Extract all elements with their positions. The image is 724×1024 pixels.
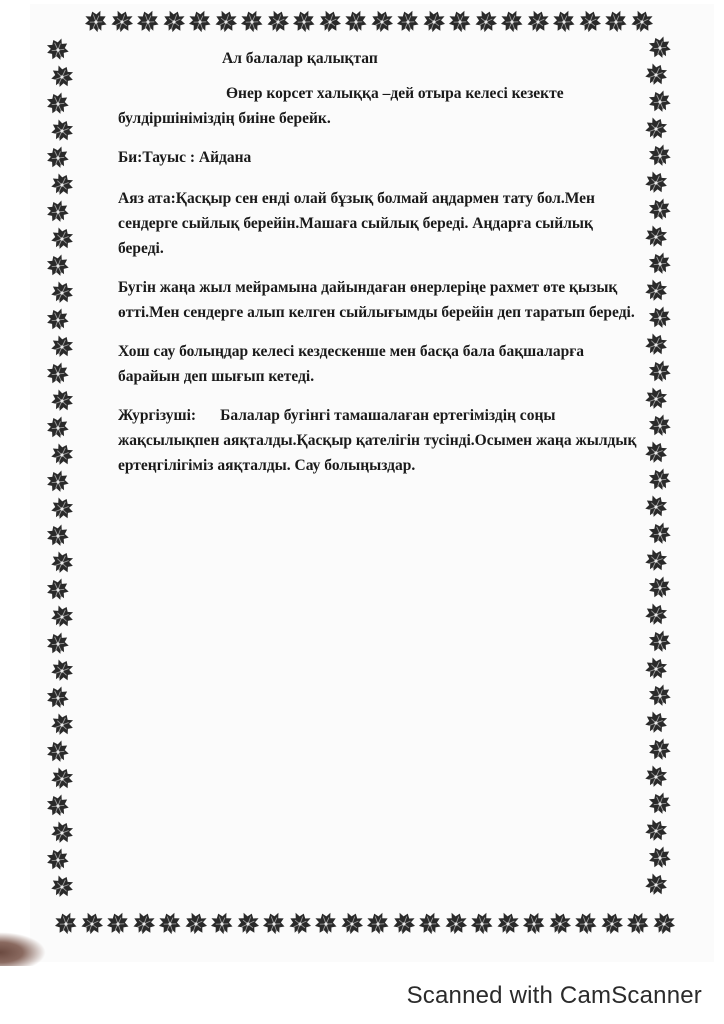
holly-leaf-icon — [286, 910, 314, 937]
holly-leaf-icon — [576, 8, 604, 35]
holly-leaf-icon — [82, 8, 110, 35]
camscanner-watermark: Scanned with CamScanner — [406, 982, 702, 1009]
holly-leaf-icon — [642, 60, 671, 88]
holly-leaf-icon — [104, 910, 132, 937]
holly-leaf-icon — [48, 170, 77, 198]
holly-leaf-icon — [416, 910, 444, 937]
holly-leaf-icon — [420, 8, 448, 35]
holly-leaf-icon — [642, 654, 671, 682]
narrator-text: Балалар бугінгі тамашалаған ертегіміздің соңы жақсылықпен аяқталды.Қасқыр қателігін тусінді.Осымен жаңа жылдық ертеңгілігіміз аяқталды. Сау болыңыздар. — [118, 407, 637, 474]
holly-leaf-icon — [468, 910, 496, 937]
holly-leaf-icon — [342, 8, 370, 35]
holly-leaf-icon — [316, 8, 344, 35]
narrator-paragraph — [118, 403, 638, 478]
holly-leaf-icon — [130, 910, 158, 937]
holly-leaf-icon — [108, 8, 136, 35]
holly-leaf-icon — [520, 910, 548, 937]
holly-leaf-icon — [48, 332, 77, 360]
holly-leaf-icon — [156, 910, 184, 937]
holly-leaf-icon — [642, 222, 671, 250]
paragraph: Хош сау болыңдар келесі кездескенше мен басқа бала бақшаларға барайын деп шығып кетеді. — [118, 343, 584, 385]
holly-leaf-icon — [48, 224, 77, 252]
holly-leaf-icon — [43, 791, 72, 819]
holly-leaf-icon — [645, 681, 674, 709]
holly-leaf-icon — [645, 141, 674, 169]
holly-leaf-icon — [78, 910, 106, 937]
holly-leaf-icon — [43, 629, 72, 657]
holly-leaf-icon — [550, 8, 578, 35]
holly-leaf-icon — [645, 735, 674, 763]
holly-leaf-icon — [642, 114, 671, 142]
holly-leaf-icon — [312, 910, 340, 937]
holly-leaf-icon — [642, 438, 671, 466]
holly-leaf-icon — [645, 843, 674, 871]
holly-leaf-icon — [43, 467, 72, 495]
narrator-speaker: Жургізуші: — [118, 407, 197, 424]
holly-leaf-icon — [472, 8, 500, 35]
holly-leaf-icon — [645, 411, 674, 439]
holly-leaf-icon — [238, 8, 266, 35]
holly-leaf-icon — [598, 910, 626, 937]
holly-leaf-icon — [186, 8, 214, 35]
holly-leaf-icon — [642, 168, 671, 196]
holly-leaf-icon — [642, 384, 671, 412]
holly-leaf-icon — [642, 816, 671, 844]
holly-leaf-icon — [234, 910, 262, 937]
holly-leaf-icon — [364, 910, 392, 937]
holly-leaf-icon — [43, 737, 72, 765]
paragraph: Би:Тауыс : Айдана — [118, 149, 252, 166]
holly-leaf-icon — [48, 602, 77, 630]
holly-leaf-icon — [642, 276, 671, 304]
holly-leaf-icon — [645, 357, 674, 385]
holly-leaf-icon — [572, 910, 600, 937]
holly-leaf-icon — [43, 413, 72, 441]
holly-leaf-icon — [546, 910, 574, 937]
holly-leaf-icon — [182, 910, 210, 937]
holly-leaf-icon — [48, 494, 77, 522]
holly-leaf-icon — [48, 548, 77, 576]
holly-leaf-icon — [642, 708, 671, 736]
holly-leaf-icon — [645, 465, 674, 493]
holly-leaf-icon — [43, 305, 72, 333]
holly-leaf-icon — [628, 8, 656, 35]
holly-leaf-icon — [645, 33, 674, 61]
holly-leaf-icon — [52, 910, 80, 937]
holly-leaf-icon — [260, 910, 288, 937]
holly-leaf-icon — [645, 573, 674, 601]
holly-leaf-icon — [48, 818, 77, 846]
holly-leaf-icon — [48, 278, 77, 306]
holly-leaf-icon — [645, 303, 674, 331]
holly-leaf-icon — [208, 910, 236, 937]
holly-leaf-icon — [290, 8, 318, 35]
holly-leaf-icon — [645, 627, 674, 655]
holly-leaf-icon — [48, 764, 77, 792]
holly-leaf-icon — [48, 872, 77, 900]
holly-leaf-icon — [48, 386, 77, 414]
holly-leaf-icon — [43, 575, 72, 603]
holly-leaf-icon — [498, 8, 526, 35]
holly-leaf-icon — [390, 910, 418, 937]
holly-leaf-icon — [524, 8, 552, 35]
holly-leaf-icon — [645, 87, 674, 115]
holly-leaf-icon — [642, 330, 671, 358]
holly-leaf-icon — [264, 8, 292, 35]
holly-leaf-icon — [645, 195, 674, 223]
holly-leaf-icon — [394, 8, 422, 35]
holly-leaf-icon — [43, 359, 72, 387]
holly-leaf-icon — [624, 910, 652, 937]
holly-leaf-icon — [645, 249, 674, 277]
holly-leaf-icon — [642, 492, 671, 520]
holly-leaf-icon — [48, 440, 77, 468]
holly-leaf-icon — [212, 8, 240, 35]
holly-leaf-icon — [442, 910, 470, 937]
holly-leaf-icon — [43, 521, 72, 549]
holly-leaf-icon — [446, 8, 474, 35]
holly-leaf-icon — [43, 35, 72, 63]
paragraph: Аяз ата:Қасқыр сен енді олай бұзық болмай аңдармен тату бол.Мен сендерге сыйлық берейін.Машаға сыйлық береді. Аңдарға сыйлық береді. — [118, 190, 595, 257]
holly-leaf-icon — [642, 600, 671, 628]
holly-leaf-icon — [134, 8, 162, 35]
holly-leaf-icon — [48, 710, 77, 738]
holly-leaf-icon — [642, 870, 671, 898]
holly-leaf-icon — [48, 62, 77, 90]
document-title: Ал балалар қалықтап — [222, 50, 378, 67]
holly-leaf-icon — [43, 89, 72, 117]
document-body — [118, 46, 638, 492]
holly-leaf-icon — [642, 762, 671, 790]
holly-leaf-icon — [43, 845, 72, 873]
holly-leaf-icon — [645, 789, 674, 817]
paragraph: Өнер корсет халыққа –дей отыра келесі кезекте булдіршініміздің биіне берейк. — [118, 85, 564, 127]
holly-leaf-icon — [43, 251, 72, 279]
holly-leaf-icon — [43, 683, 72, 711]
paragraph: Бугін жаңа жыл мейрамына дайындаған өнерлеріңе рахмет өте қызық өтті.Мен сендерге алып келген сыйлығымды берейін деп таратып береді. — [118, 279, 635, 321]
holly-leaf-icon — [160, 8, 188, 35]
holly-leaf-icon — [645, 519, 674, 547]
holly-leaf-icon — [494, 910, 522, 937]
holly-leaf-icon — [602, 8, 630, 35]
holly-leaf-icon — [338, 910, 366, 937]
holly-leaf-icon — [43, 143, 72, 171]
holly-leaf-icon — [650, 910, 678, 937]
holly-leaf-icon — [48, 116, 77, 144]
holly-leaf-icon — [368, 8, 396, 35]
holly-leaf-icon — [642, 546, 671, 574]
holly-leaf-icon — [48, 656, 77, 684]
holly-leaf-icon — [43, 197, 72, 225]
